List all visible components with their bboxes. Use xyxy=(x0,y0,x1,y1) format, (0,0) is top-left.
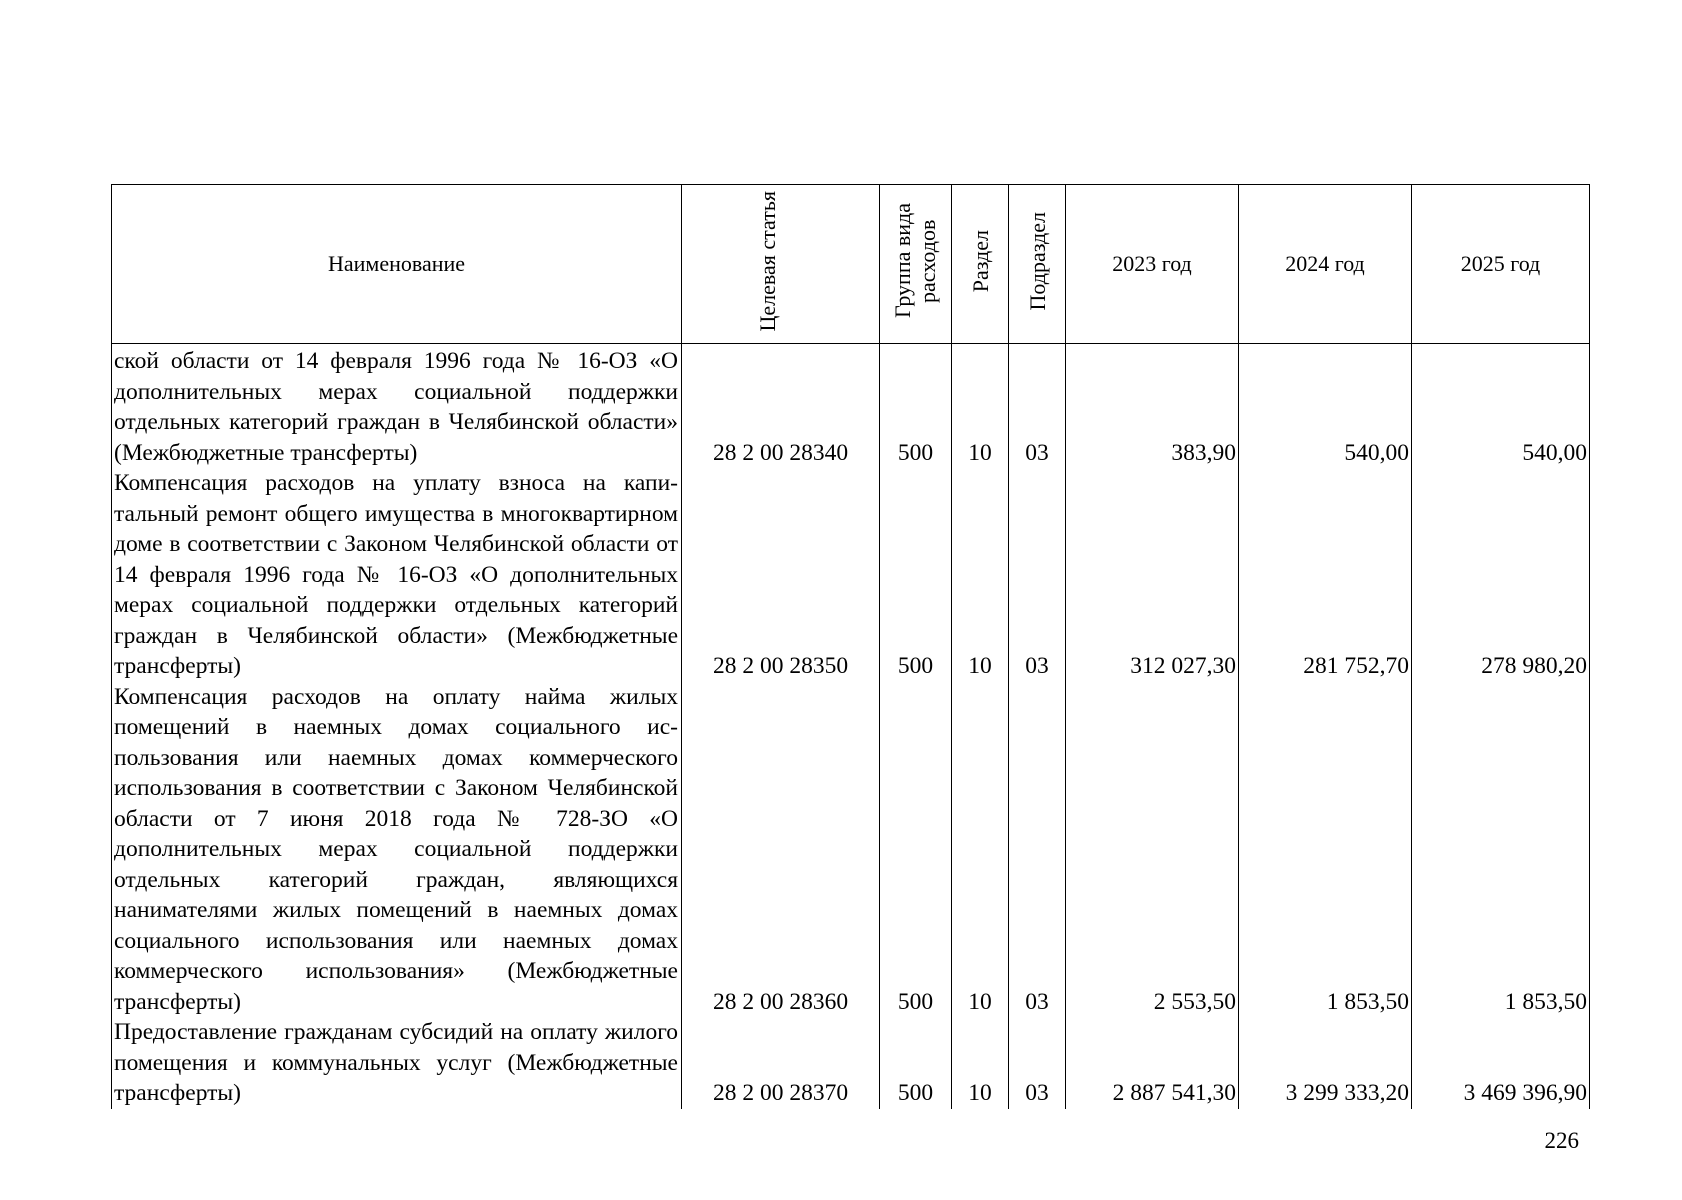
row-target-article: 28 2 00 28340 xyxy=(682,344,880,469)
row-expense-group: 500 xyxy=(880,1017,952,1109)
row-name: ской области от 14 февраля 1996 года № 16-ОЗ «О дополнительных мерах социальной поддержки отдельных категорий граждан в Челябинской области» (Межбюджетные трансферты) xyxy=(112,344,682,469)
row-target-article: 28 2 00 28370 xyxy=(682,1017,880,1109)
header-target-article: Целевая статья xyxy=(682,185,880,344)
row-name: Предоставление гражданам субсидий на оплату жилого помещения и коммунальных услуг (Межбюджетные трансферты) xyxy=(112,1017,682,1109)
table-row xyxy=(112,344,1590,469)
row-name: Компенсация расходов на уплату взноса на капитальный ремонт общего имущества в многоквартирном доме в соответствии с Законом Челябинской области от 14 февраля 1996 года № 16-ОЗ «О дополнительных мерах социальной поддержки отдельных категорий граждан в Челябинской области» (Межбюджетные трансферты) xyxy=(112,468,682,682)
header-row xyxy=(112,185,1590,344)
row-subsection: 03 xyxy=(1009,682,1066,1018)
page-number: 226 xyxy=(1544,1128,1579,1153)
row-value-2023: 2 887 541,30 xyxy=(1066,1017,1239,1109)
header-section: Раздел xyxy=(952,185,1009,344)
row-value-2023: 312 027,30 xyxy=(1066,468,1239,682)
row-value-2025: 1 853,50 xyxy=(1412,682,1590,1018)
row-value-2024: 3 299 333,20 xyxy=(1239,1017,1412,1109)
row-value-2024: 540,00 xyxy=(1239,344,1412,469)
row-section: 10 xyxy=(952,682,1009,1018)
row-expense-group: 500 xyxy=(880,682,952,1018)
row-name: Компенсация расходов на оплату найма жилых помещений в наемных домах социального использования или наемных домах коммерческого использования в соответствии с Законом Челябинской области от 7 июня 2018 года № 728-ЗО «О дополнительных мерах социальной поддержки отдельных категорий граждан, являющихся нанимателями жилых помещений в наемных домах социального использования или наемных домах коммерческого использования» (Межбюджетные трансферты) xyxy=(112,682,682,1018)
row-value-2024: 281 752,70 xyxy=(1239,468,1412,682)
row-expense-group: 500 xyxy=(880,468,952,682)
header-year-2025: 2025 год xyxy=(1412,185,1590,344)
row-value-2025: 278 980,20 xyxy=(1412,468,1590,682)
budget-table xyxy=(111,184,1590,1109)
header-year-2023: 2023 год xyxy=(1066,185,1239,344)
row-subsection: 03 xyxy=(1009,468,1066,682)
row-value-2023: 2 553,50 xyxy=(1066,682,1239,1018)
header-year-2024: 2024 год xyxy=(1239,185,1412,344)
row-section: 10 xyxy=(952,1017,1009,1109)
row-value-2023: 383,90 xyxy=(1066,344,1239,469)
row-target-article: 28 2 00 28360 xyxy=(682,682,880,1018)
table-row xyxy=(112,1017,1590,1109)
row-value-2024: 1 853,50 xyxy=(1239,682,1412,1018)
row-value-2025: 540,00 xyxy=(1412,344,1590,469)
row-value-2025: 3 469 396,90 xyxy=(1412,1017,1590,1109)
row-target-article: 28 2 00 28350 xyxy=(682,468,880,682)
row-section: 10 xyxy=(952,468,1009,682)
header-name: Наименование xyxy=(112,185,682,344)
row-expense-group: 500 xyxy=(880,344,952,469)
header-expense-group: Группа вида расходов xyxy=(880,185,952,344)
table-row xyxy=(112,682,1590,1018)
row-section: 10 xyxy=(952,344,1009,469)
row-subsection: 03 xyxy=(1009,1017,1066,1109)
row-subsection: 03 xyxy=(1009,344,1066,469)
header-subsection: Подраздел xyxy=(1009,185,1066,344)
table-row xyxy=(112,468,1590,682)
